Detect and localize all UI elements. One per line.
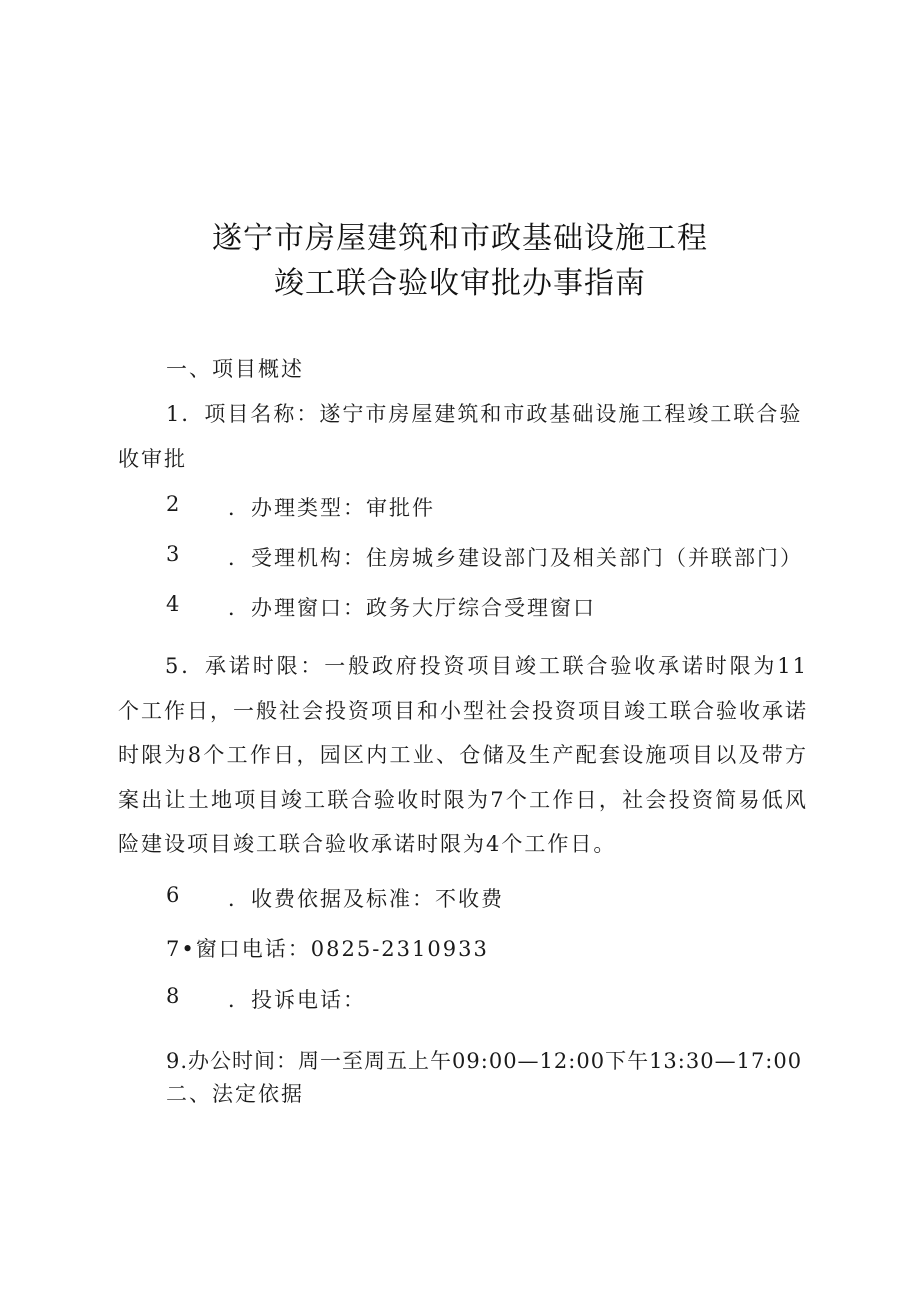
item-2-text: ．办理类型：审批件 bbox=[228, 496, 435, 520]
item-8-text: ．投诉电话： bbox=[228, 988, 366, 1012]
item-2-number: 2 bbox=[166, 492, 180, 516]
item-3-text: ．受理机构：住房城乡建设部门及相关部门（并联部门） bbox=[228, 546, 803, 570]
item-4-text: ．办理窗口：政务大厅综合受理窗口 bbox=[228, 596, 596, 620]
item-3-number: 3 bbox=[166, 542, 180, 566]
item-7-text: 7•窗口电话：0825-2310933 bbox=[166, 937, 489, 961]
item-1-line-2: 收审批 bbox=[118, 447, 187, 471]
item-4-number: 4 bbox=[166, 592, 180, 616]
item-5-paragraph: 5．承诺时限：一般政府投资项目竣工联合验收承诺时限为11个工作日，一般社会投资项目和小型社会投资项目竣工联合验收承诺时限为8个工作日，园区内工业、仓储及生产配套设施项目以及带方案出让土地项目竣工联合验收时限为7个工作日，社会投资简易低风险建设项目竣工联合验收承诺时限为4个工作日。 bbox=[118, 654, 808, 857]
section-heading-overview: 一、项目概述 bbox=[166, 357, 304, 381]
item-9-text: 9.办公时间：周一至周五上午09:00—12:00下午13:30—17:00 bbox=[166, 1049, 803, 1073]
document-title-line-1: 遂宁市房屋建筑和市政基础设施工程 bbox=[212, 221, 708, 256]
item-8-number: 8 bbox=[166, 984, 180, 1008]
section-heading-legal-basis: 二、法定依据 bbox=[166, 1082, 304, 1106]
item-1-line-1: 1．项目名称：遂宁市房屋建筑和市政基础设施工程竣工联合验 bbox=[166, 402, 803, 426]
document-title-line-2: 竣工联合验收审批办事指南 bbox=[274, 266, 646, 301]
item-6-number: 6 bbox=[166, 883, 180, 907]
item-6-text: ．收费依据及标准：不收费 bbox=[228, 887, 504, 911]
